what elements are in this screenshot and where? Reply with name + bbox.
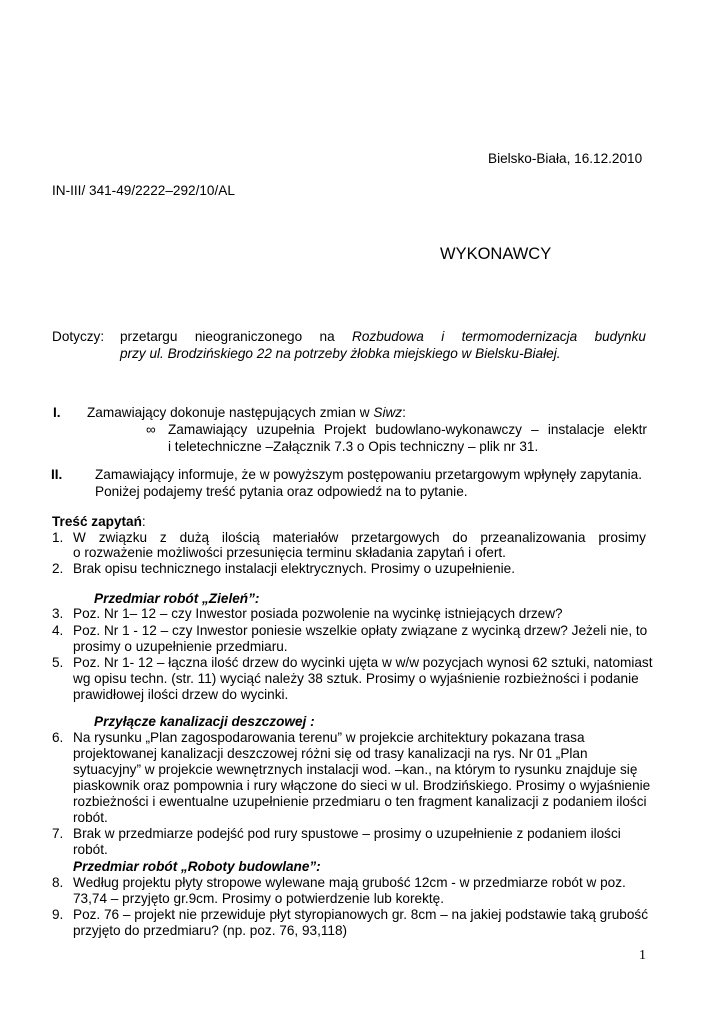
q1-line-1 xyxy=(73,530,646,546)
page-number: 1 xyxy=(639,948,646,963)
q6-line-1: Na rysunku „Plan zagospodarowania terenu” w projekcie architektury pokazana trasa xyxy=(73,730,585,745)
bullet-word: budowlano-wykonawczy xyxy=(375,422,522,437)
q1-word: z xyxy=(159,530,167,545)
q6-line-4: piaskownik oraz pompownia i rury włączone do sieci w ul. Brodzińskiego. Prosimy o wyjaśnienie xyxy=(73,778,651,793)
section-1-bullet-line-2: i teletechniczne –Załącznik 7.3 o Opis techniczny – plik nr 31. xyxy=(168,439,539,454)
q1-word: dużą xyxy=(179,530,210,545)
q8-number: 8. xyxy=(52,875,64,890)
section-2-numeral: II. xyxy=(51,467,63,482)
q3-line-1: Poz. Nr 1– 12 – czy Inwestor posiada pozwolenie na wycinkę istniejących drzew? xyxy=(73,606,563,621)
subheading-kanalizacja: Przyłącze kanalizacji deszczowej : xyxy=(94,714,315,729)
q1-word: przeanalizowania xyxy=(480,530,586,545)
q5-line-1: Poz. Nr 1- 12 – łączna ilość drzew do wycinki ujęta w w/w pozycjach wynosi 62 sztuki, natomiast xyxy=(73,655,653,670)
addressee: WYKONAWCY xyxy=(440,245,552,263)
q5-line-2: wg opisu techn. (str. 11) wyciąć należy 38 sztuk. Prosimy o wyjaśnienie rozbieżności i podanie xyxy=(73,671,639,686)
bullet-icon: ∞ xyxy=(146,422,156,437)
q7-line-2: robót. xyxy=(73,842,108,857)
subject-word: termomodernizacja xyxy=(461,329,578,344)
subject-word: przetargu xyxy=(120,329,178,344)
q4-line-1: Poz. Nr 1 - 12 – czy Inwestor poniesie wszelkie opłaty związane z wycinką drzew? Jeżeli nie, to xyxy=(73,623,648,638)
q1-word: przetargowych xyxy=(351,530,440,545)
q5-line-3: prawidłowej ilości drzew do wycinki. xyxy=(73,687,289,702)
q9-line-2: przyjęto do przedmiaru? (np. poz. 76, 93,118) xyxy=(73,923,348,938)
questions-heading xyxy=(52,514,146,530)
bullet-word: instalacje xyxy=(547,422,605,437)
bullet-word: Zamawiający xyxy=(168,422,248,437)
q1-word: związku xyxy=(98,530,148,545)
q8-line-2: 73,74 – przyjęto gr.9cm. Prosimy o potwierdzenie lub korektę. xyxy=(73,891,444,906)
bullet-word: elektr xyxy=(613,422,647,437)
subheading-zielen: Przedmiar robót „Zieleń”: xyxy=(94,591,260,606)
section-1-intro-colon: : xyxy=(402,405,406,420)
subheading-roboty-budowlane: Przedmiar robót „Roboty budowlane”: xyxy=(73,859,321,874)
q2-line-1: Brak opisu technicznego instalacji elektrycznych. Prosimy o uzupełnienie. xyxy=(73,561,516,576)
bullet-word: Projekt xyxy=(323,422,367,437)
q6-line-5: rozbieżności i ewentualne uzupełnienie przedmiaru o ten fragment kanalizacji z podaniem ilości xyxy=(73,794,647,809)
q1-word: materiałów xyxy=(272,530,339,545)
q7-number: 7. xyxy=(52,826,64,841)
subject-line-2: przy ul. Brodzińskiego 22 na potrzeby żłobka miejskiego w Bielsku-Białej. xyxy=(120,346,561,361)
q1-word: prosimy xyxy=(598,530,646,545)
subject-word: i xyxy=(441,329,445,344)
section-1-intro xyxy=(87,405,406,421)
q3-number: 3. xyxy=(52,606,64,621)
q6-line-2: projektowanej kanalizacji deszczowej różni się od trasy kanalizacji na rys. Nr 01 „Plan xyxy=(73,746,588,761)
q6-line-6: robót. xyxy=(73,810,108,825)
q4-number: 4. xyxy=(52,623,64,638)
q9-line-1: Poz. 76 – projekt nie przewiduje płyt styropianowych gr. 8cm – na jakiej podstawie taką grubość xyxy=(73,907,649,922)
questions-heading-colon: : xyxy=(141,514,146,529)
q7-line-1: Brak w przedmiarze podejść pod rury spustowe – prosimy o uzupełnienie z podaniem ilości xyxy=(73,826,621,841)
section-1-intro-text: Zamawiający dokonuje następujących zmian w xyxy=(87,405,374,420)
subject-word: Rozbudowa xyxy=(352,329,424,344)
subject-line-1 xyxy=(120,329,646,345)
section-2-line-1: Zamawiający informuje, że w powyższym postępowaniu przetargowym wpłynęły zapytania. xyxy=(95,467,642,482)
place-date: Bielsko-Biała, 16.12.2010 xyxy=(488,151,643,166)
section-1-numeral: I. xyxy=(53,405,61,420)
q1-number: 1. xyxy=(52,530,64,545)
q9-number: 9. xyxy=(52,907,64,922)
bullet-word: uzupełnia xyxy=(256,422,315,437)
reference-number: IN-III/ 341-49/2222–292/10/AL xyxy=(52,183,235,198)
section-1-bullet-line-1 xyxy=(168,422,647,438)
q1-word: do xyxy=(452,530,468,545)
section-2-line-2: Poniżej podajemy treść pytania oraz odpowiedź na to pytanie. xyxy=(95,484,468,499)
q6-line-3: sytuacyjny” w projekcie wewnętrznych instalacji wod. –kan., na którym to rysunku znajduje się xyxy=(73,762,638,777)
q1-word: ilością xyxy=(221,530,260,545)
subject-label: Dotyczy: xyxy=(52,329,105,344)
q1-word: W xyxy=(73,530,86,545)
q8-line-1: Według projektu płyty stropowe wylewane mają grubość 12cm - w przedmiarze robót w poz. xyxy=(73,875,626,890)
questions-heading-text: Treść zapytań xyxy=(52,514,142,529)
subject-word: nieograniczonego xyxy=(194,329,303,344)
siwz-term: Siwz xyxy=(373,405,403,420)
q1-line-2: o rozważenie możliwości przesunięcia terminu składania zapytań i ofert. xyxy=(73,545,506,560)
subject-word: na xyxy=(319,329,335,344)
bullet-word: – xyxy=(531,422,539,437)
q6-number: 6. xyxy=(52,730,64,745)
q2-number: 2. xyxy=(52,561,64,576)
q4-line-2: prosimy o uzupełnienie przedmiaru. xyxy=(73,639,288,654)
q5-number: 5. xyxy=(52,655,64,670)
subject-word: budynku xyxy=(594,329,646,344)
